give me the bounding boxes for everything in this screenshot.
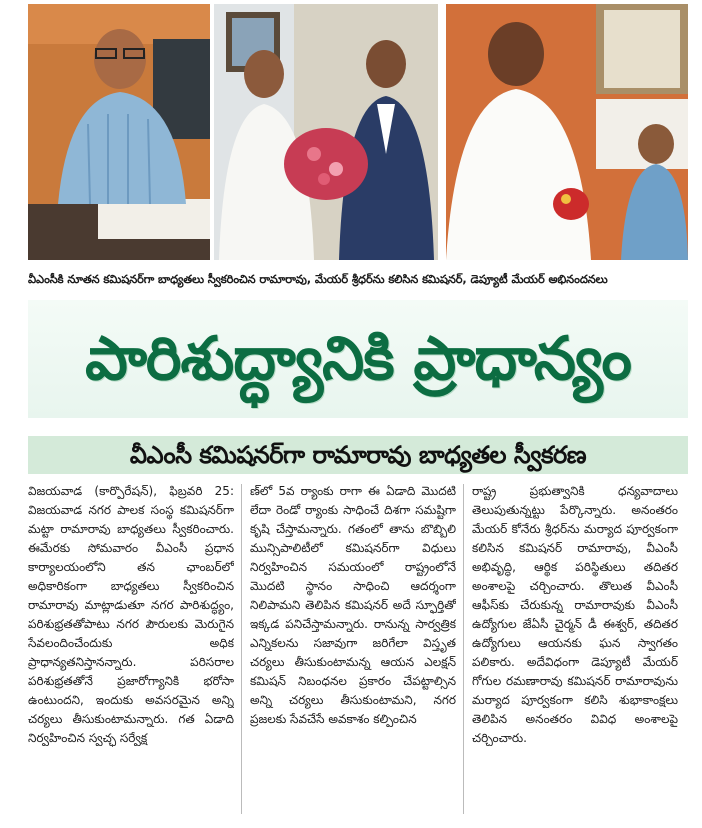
- commissioner-at-desk-photo: [28, 4, 210, 260]
- deputy-mayor-greeting-photo: [446, 4, 688, 260]
- headline: పారిశుద్ధ్యానికి ప్రాధాన్యం: [85, 324, 631, 394]
- photo-caption: వీఎంసీకి నూతన కమిషనర్‌గా బాధ్యతలు స్వీకరించిన రామారావు, మేయర్ శ్రీధర్‌ను కలిసిన కమిషనర్, డెప్యూటీ మేయర్ అభినందనలు: [28, 272, 608, 286]
- headline-banner: [28, 300, 688, 418]
- photo-strip: [0, 0, 702, 262]
- column-divider: [463, 484, 464, 814]
- article-column-2: ణ్‌లో 5వ ర్యాంకు రాగా ఈ ఏడాది మొదటి లేదా రెండో ర్యాంకు సాధించే దిశగా సమష్టిగా కృషి చేస్తామన్నారు. గతంలో తాను బొబ్బిలి మున్సిపాలిటీలో కమిషనర్‌గా విధులు నిర్వహించిన సమయంలో రాష్ట్రంలోనే మొదటి స్థానం సాధించి ఆదర్శంగా నిలిపామని తెలిపిన కమిషనర్ అదే స్ఫూర్తితో ఇక్కడ పనిచేస్తామన్నారు. రానున్న సార్వత్రిక ఎన్నికలను సజావుగా జరిగేలా విస్తృత చర్యలు తీసుకుంటామన్న ఆయన ఎలక్షన్ కమిషన్ నిబంధనల ప్రకారం చేపట్టాల్సిన అన్ని చర్యలు తీసుకుంటామని, నగర ప్రజలకు సేవచేసే అవకాశం కల్పించిన: [250, 484, 456, 726]
- article-body: [28, 482, 688, 822]
- article-column-3: రాష్ట్ర ప్రభుత్వానికి ధన్యవాదాలు తెలుపుతున్నట్టు పేర్కొన్నారు. అనంతరం మేయర్ కోనేరు శ్రీధర్‌ను మర్యాద పూర్వకంగా కలిసిన కమిషనర్ రామారావు, వీఎంసీ అభివృద్ధి, ఆర్థిక పరిస్థితులు తదితర అంశాలపై చర్చించారు. తొలుత వీఎంసీ ఆఫీస్‌కు చేరుకున్న రామారావుకు వీఎంసీ ఉద్యోగుల జేఏసీ చైర్మన్ డీ ఈశ్వర్, తదితర ఉద్యోగులు ఆయనకు ఘన స్వాగతం పలికారు. అదేవిధంగా డెప్యూటీ మేయర్ గోగుల రమణారావు కమిషనర్ రామారావును మర్యాద పూర్వకంగా కలిసి శుభాకాంక్షలు తెలిపిన అనంతరం వివిధ అంశాలపై చర్చించారు.: [472, 484, 678, 745]
- bouquet-presentation-photo: [214, 4, 438, 260]
- subheadline: వీఎంసీ కమిషనర్‌గా రామారావు బాధ్యతల స్వీకరణ: [129, 441, 587, 469]
- subheadline-banner: [28, 436, 688, 474]
- article-column-1: విజయవాడ (కార్పొరేషన్), ఫిబ్రవరి 25: విజయవాడ నగర పాలక సంస్థ కమిషనర్‌గా మట్టా రామారావు బాధ్యతలు స్వీకరించారు. ఈమేరకు సోమవారం వీఎంసీ ప్రధాన కార్యాలయంలోని తన ఛాంబర్‌లో అధికారికంగా బాధ్యతలు స్వీకరించిన రామారావు మాట్లాడుతూ నగర పారిశుద్ధ్యం, పరిశుభ్రతతోపాటు నగర పౌరులకు మెరుగైన సేవలందించేందుకు అధిక ప్రాధాన్యతనిస్తానన్నారు. పరిసరాల పరిశుభ్రతతోనే ప్రజారోగ్యానికి భరోసా ఉంటుందని, ఇందుకు అవసరమైన అన్ని చర్యలు తీసుకుంటామన్నారు. గత ఏడాది నిర్వహించిన స్వచ్ఛ సర్వేక్ష: [28, 484, 234, 745]
- column-divider: [241, 484, 242, 814]
